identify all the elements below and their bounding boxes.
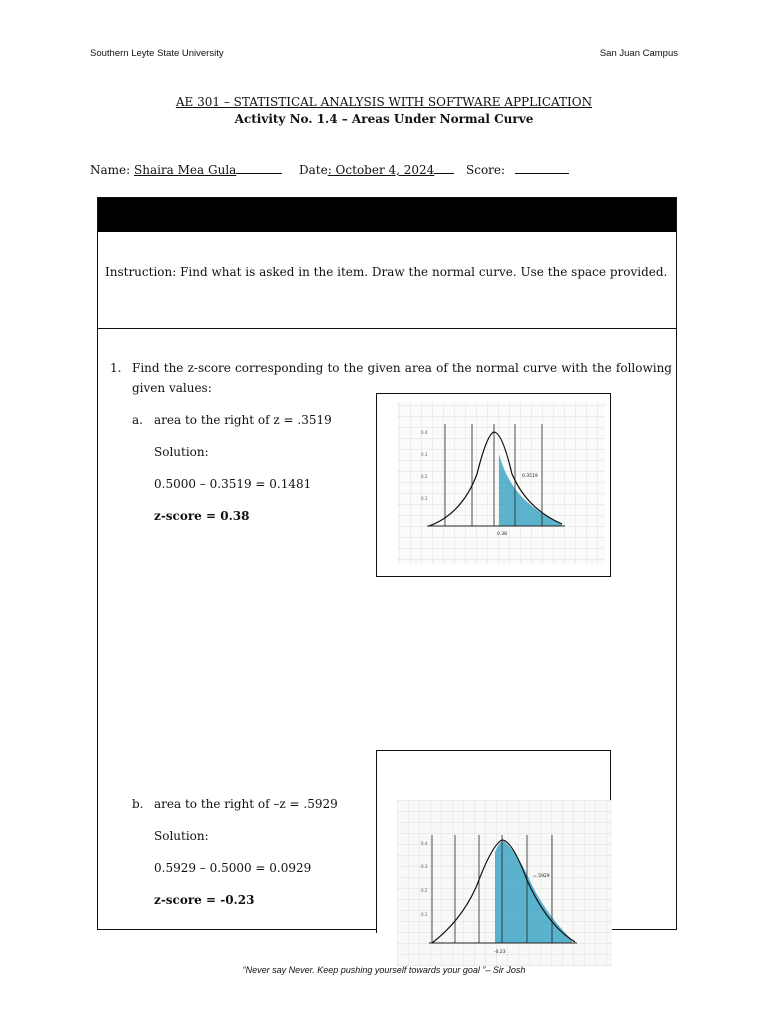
graph-b-z-label: -0.23 bbox=[494, 950, 506, 955]
name-value: Shaira Mea Gula bbox=[134, 163, 237, 177]
item-a-prompt: area to the right of z = .3519 bbox=[154, 413, 332, 427]
date-label: Date bbox=[299, 163, 328, 177]
item-b-computation: 0.5929 – 0.5000 = 0.0929 bbox=[154, 861, 312, 875]
svg-text:0.2: 0.2 bbox=[421, 474, 428, 479]
score-field bbox=[466, 161, 569, 177]
svg-text:0.4: 0.4 bbox=[421, 430, 428, 435]
svg-text:0.3: 0.3 bbox=[421, 864, 428, 869]
footer-quote: “Never say Never. Keep pushing yourself towards your goal ”– Sir Josh bbox=[242, 965, 526, 975]
row-divider bbox=[98, 328, 676, 329]
item-b-prompt: area to the right of –z = .5929 bbox=[154, 797, 338, 811]
date-field bbox=[299, 161, 454, 177]
graph-a-drawing bbox=[377, 394, 610, 576]
question-text: Find the z-score corresponding to the given area of the normal curve with the following given values: bbox=[132, 361, 672, 395]
item-b-solution-label: Solution: bbox=[154, 829, 209, 843]
name-label: Name: bbox=[90, 163, 134, 177]
graph-b-photo bbox=[397, 800, 612, 966]
item-a-computation: 0.5000 – 0.3519 = 0.1481 bbox=[154, 477, 312, 491]
course-title: AE 301 – STATISTICAL ANALYSIS WITH SOFTWARE APPLICATION bbox=[175, 95, 593, 109]
graph-b-drawing bbox=[397, 800, 612, 966]
name-underline bbox=[236, 161, 282, 174]
item-b-answer: z-score = -0.23 bbox=[154, 893, 255, 907]
item-a-solution-label: Solution: bbox=[154, 445, 209, 459]
item-a-answer: z-score = 0.38 bbox=[154, 509, 250, 523]
date-underline bbox=[434, 161, 454, 174]
graph-a-z-label: 0.38 bbox=[497, 532, 508, 537]
svg-text:0.2: 0.2 bbox=[421, 888, 428, 893]
name-field bbox=[90, 161, 282, 177]
activity-title: Activity No. 1.4 – Areas Under Normal Curve bbox=[234, 112, 534, 126]
svg-text:0.4: 0.4 bbox=[421, 841, 428, 846]
score-label: Score: bbox=[466, 163, 506, 177]
svg-text:0.3: 0.3 bbox=[421, 452, 428, 457]
question-number: 1. bbox=[110, 361, 122, 375]
svg-text:0.1: 0.1 bbox=[421, 496, 428, 501]
university-name: Southern Leyte State University bbox=[90, 48, 224, 59]
date-value: : October 4, 2024 bbox=[327, 163, 435, 177]
score-blank bbox=[515, 161, 569, 174]
graph-a-area-label: 0.3519 bbox=[522, 474, 538, 479]
svg-text:0.1: 0.1 bbox=[421, 912, 428, 917]
graph-a-frame bbox=[376, 393, 611, 577]
instruction-text: Instruction: Find what is asked in the item. Draw the normal curve. Use the space provided. bbox=[105, 265, 668, 279]
campus-name: San Juan Campus bbox=[599, 48, 678, 59]
table-header-bar bbox=[98, 198, 676, 232]
item-b-letter: b. bbox=[132, 797, 144, 811]
item-a-letter: a. bbox=[132, 413, 143, 427]
graph-b-area-label: =.5929 bbox=[533, 874, 550, 879]
